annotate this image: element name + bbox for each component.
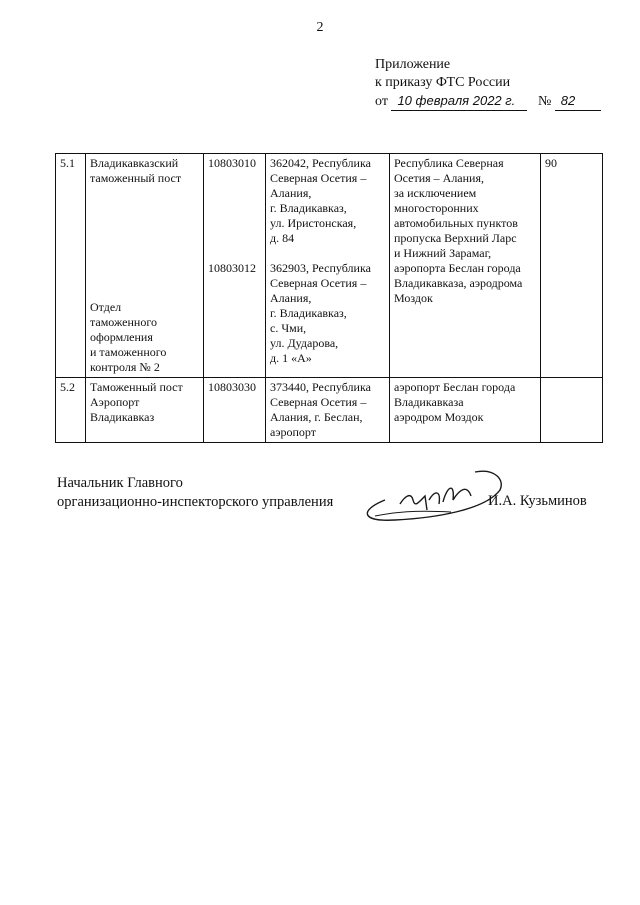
post-code: 10803012 bbox=[208, 261, 256, 275]
address: 373440, Республика Северная Осетия – Алания, г. Беслан, аэропорт bbox=[266, 378, 390, 443]
appendix-header bbox=[375, 56, 601, 111]
order-date: 10 февраля 2022 г. bbox=[391, 92, 527, 111]
row-number: 5.2 bbox=[56, 378, 86, 443]
address: 362903, Республика Северная Осетия – Алания, г. Владикавказ, с. Чми, ул. Дударова, д. 1 «А» bbox=[270, 261, 371, 365]
region-cell: Республика Северная Осетия – Алания, за исключением многосторонних автомобильных пунктов пропуска Верхний Ларс и Нижний Зарамаг, аэропорта Беслан города Владикавказа, аэродрома Моздок bbox=[390, 154, 541, 378]
table-row bbox=[56, 378, 603, 443]
last-code-cell bbox=[541, 378, 603, 443]
appendix-title: Приложение bbox=[375, 57, 451, 72]
post-name: Таможенный пост Аэропорт Владикавказ bbox=[86, 378, 204, 443]
post-code-cell bbox=[204, 154, 266, 378]
customs-table bbox=[55, 153, 603, 443]
post-code: 10803030 bbox=[204, 378, 266, 443]
last-code-cell: 90 bbox=[541, 154, 603, 378]
order-number: 82 bbox=[555, 92, 601, 111]
table-row bbox=[56, 154, 603, 378]
region-cell: аэропорт Беслан города Владикавказа аэродром Моздок bbox=[390, 378, 541, 443]
signer-position: Начальник Главного bbox=[57, 475, 183, 491]
number-prefix: № bbox=[537, 94, 552, 109]
appendix-date-line bbox=[375, 92, 601, 111]
signer-name: И.А. Кузьминов bbox=[488, 493, 587, 509]
post-name-cell bbox=[86, 154, 204, 378]
page-number: 2 bbox=[316, 20, 324, 35]
row-number: 5.1 bbox=[56, 154, 86, 378]
date-prefix: от bbox=[375, 94, 388, 109]
post-name: Отдел таможенного оформления и таможенного контроля № 2 bbox=[90, 300, 167, 374]
address: 362042, Республика Северная Осетия – Алания, г. Владикавказ, ул. Иристонская, д. 84 bbox=[270, 156, 371, 245]
address-cell bbox=[266, 154, 390, 378]
appendix-order-ref: к приказу ФТС России bbox=[375, 75, 511, 90]
post-code: 10803010 bbox=[208, 156, 256, 170]
signer-department: организационно-инспекторского управления bbox=[57, 494, 334, 510]
handwritten-signature bbox=[355, 460, 505, 526]
signature-block bbox=[57, 474, 333, 512]
post-name: Владикавказский таможенный пост bbox=[90, 156, 182, 185]
